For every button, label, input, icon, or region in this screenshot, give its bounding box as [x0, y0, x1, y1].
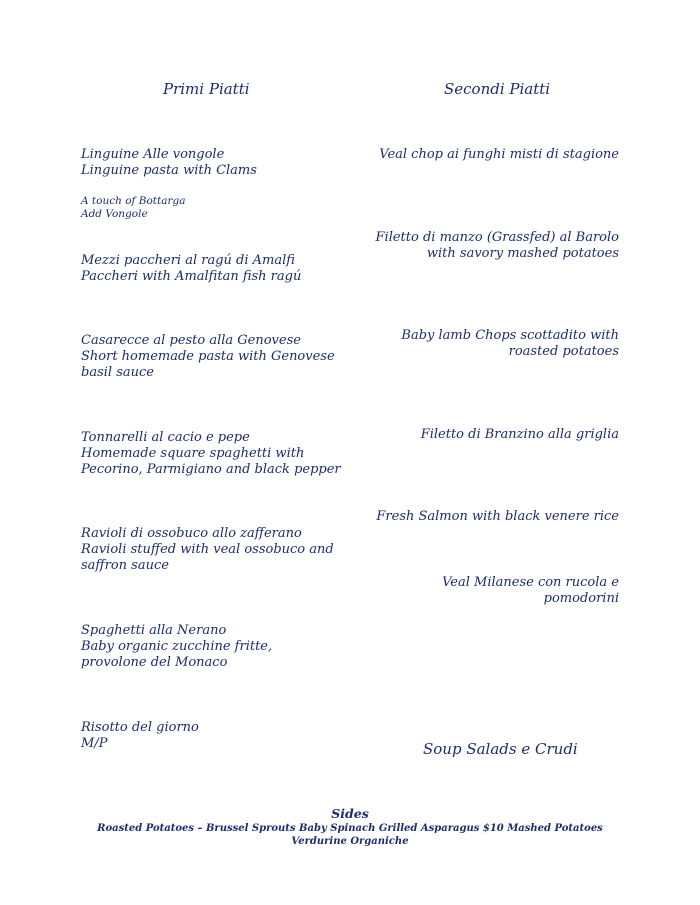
primi-item-ravioli	[81, 526, 334, 574]
item-description: basil sauce	[81, 365, 154, 380]
item-description: Pecorino, Parmigiano and black pepper	[81, 462, 341, 477]
addon-note: Add Vongole	[81, 208, 148, 220]
addon-note: A touch of Bottarga	[81, 195, 186, 207]
item-description: Linguine pasta with Clams	[81, 163, 257, 178]
secondi-item-filetto-manzo	[376, 230, 619, 262]
item-name: Ravioli di ossobuco allo zafferano	[81, 526, 302, 541]
item-name: Fresh Salmon with black venere rice	[376, 509, 619, 524]
secondi-item-branzino	[421, 427, 619, 443]
item-description: saffron sauce	[81, 558, 169, 573]
item-name: Tonnarelli al cacio e pepe	[81, 430, 250, 445]
item-description: roasted potatoes	[508, 344, 619, 359]
item-name: Spaghetti alla Nerano	[81, 623, 227, 638]
primi-item-linguine	[81, 147, 257, 179]
item-name: Veal Milanese con rucola e	[442, 575, 619, 590]
secondi-item-veal-milanese	[442, 575, 619, 607]
primi-item-tonnarelli	[81, 430, 341, 478]
secondi-item-veal-chop	[379, 147, 619, 163]
item-name: Casarecce al pesto alla Genovese	[81, 333, 301, 348]
item-name: Mezzi paccheri al ragú di Amalfi	[81, 253, 295, 268]
item-name: Filetto di Branzino alla griglia	[420, 427, 619, 442]
soup-salads-heading: Soup Salads e Crudi	[423, 740, 578, 758]
item-description: pomodorini	[543, 591, 619, 606]
item-description: Short homemade pasta with Genovese	[81, 349, 335, 364]
item-description: Ravioli stuffed with veal ossobuco and	[81, 542, 334, 557]
item-description: provolone del Monaco	[81, 655, 228, 670]
item-name: Baby lamb Chops scottadito with	[401, 328, 619, 343]
item-name: Filetto di manzo (Grassfed) al Barolo	[375, 230, 619, 245]
primi-item-linguine-addons	[81, 195, 186, 221]
item-name: Risotto del giorno	[81, 720, 199, 735]
item-price: M/P	[81, 736, 108, 751]
item-description: Homemade square spaghetti with	[81, 446, 305, 461]
secondi-item-lamb-chops	[401, 328, 619, 360]
sides-list: Roasted Potatoes – Brussel Sprouts Baby Spinach Grilled Asparagus $10 Mashed Potatoes	[97, 823, 603, 834]
primi-item-risotto	[81, 720, 199, 752]
primi-heading: Primi Piatti	[163, 80, 250, 98]
sides-list-extra: Verdurine Organiche	[291, 836, 409, 847]
item-description: Paccheri with Amalfitan fish ragú	[81, 269, 302, 284]
item-description: with savory mashed potatoes	[426, 246, 619, 261]
secondi-heading: Secondi Piatti	[444, 80, 551, 98]
item-name: Linguine Alle vongole	[81, 147, 225, 162]
sides-title: Sides	[331, 806, 369, 821]
secondi-item-salmon	[376, 509, 619, 525]
primi-item-casarecce	[81, 333, 335, 381]
item-name: Veal chop ai funghi misti di stagione	[379, 147, 619, 162]
item-description: Baby organic zucchine fritte,	[81, 639, 273, 654]
primi-item-spaghetti	[81, 623, 272, 671]
primi-item-paccheri	[81, 253, 301, 285]
